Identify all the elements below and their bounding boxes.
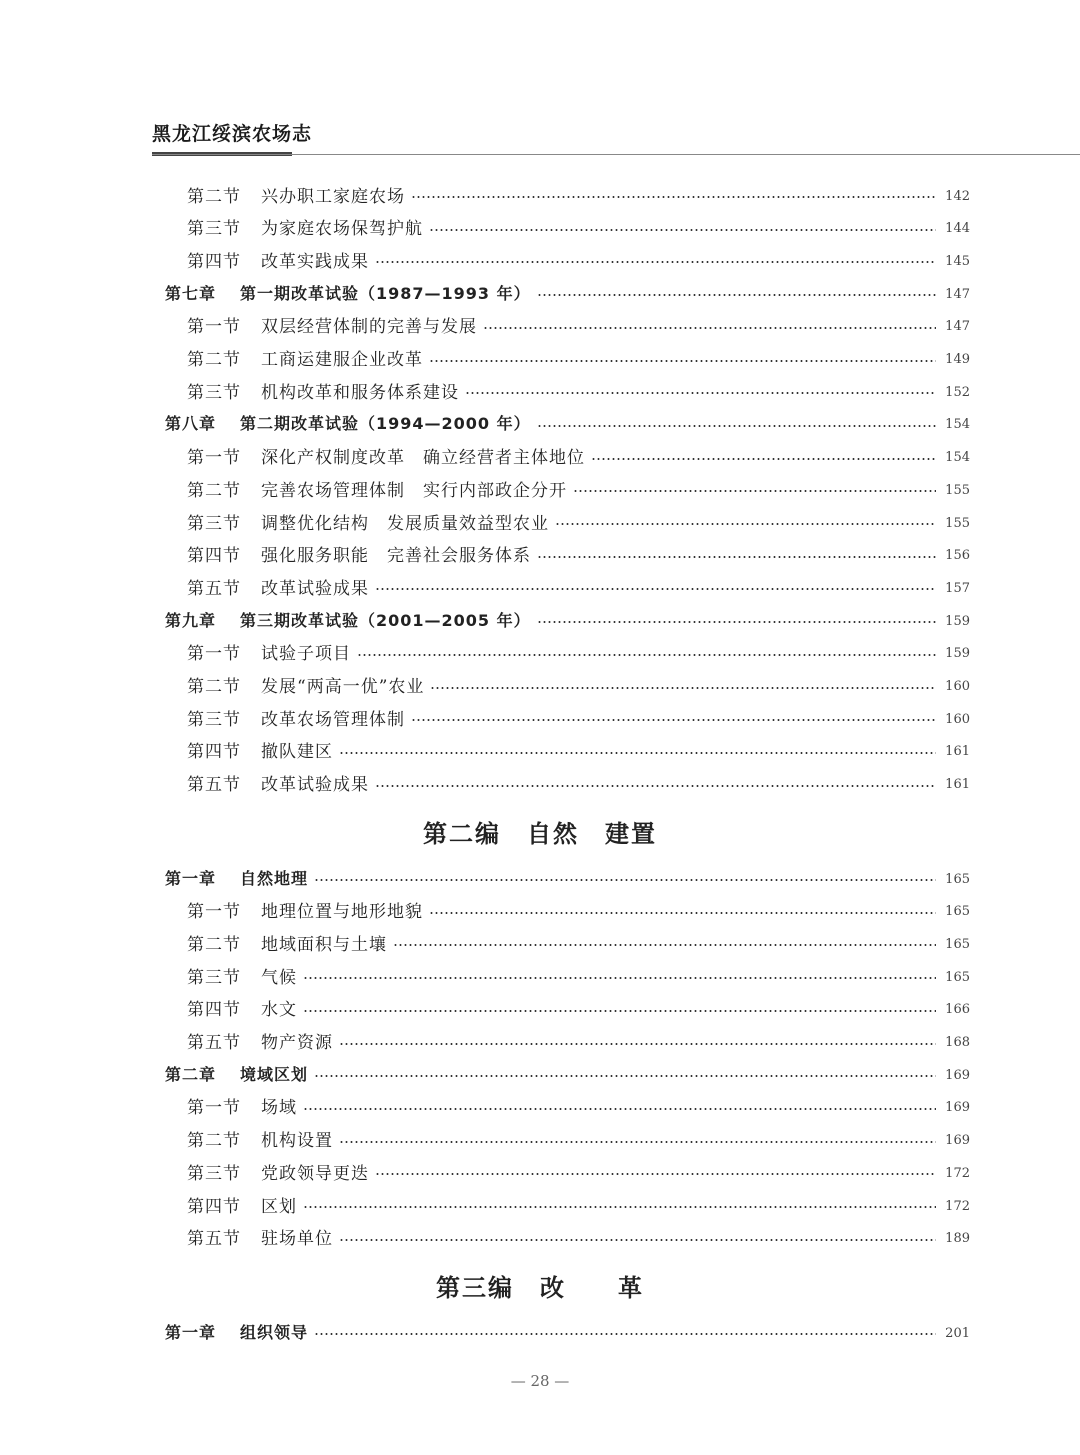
toc-entry-label — [165, 281, 531, 304]
toc-entry-title: 为家庭农场保驾护航 — [261, 219, 423, 240]
dot-leader — [314, 879, 936, 881]
toc-entry-number: 第三节 — [187, 219, 241, 240]
toc-entry-label — [187, 995, 297, 1020]
toc-entry-number: 第五节 — [187, 578, 241, 599]
toc-entry-title: 党政领导更迭 — [261, 1163, 369, 1184]
toc-entry-label — [187, 705, 405, 730]
dot-leader — [429, 912, 936, 914]
toc-entry-page: 152 — [945, 384, 970, 400]
dot-leader — [537, 621, 936, 623]
toc-entry-number: 第四节 — [187, 1000, 241, 1021]
toc-section-entry[interactable] — [187, 474, 970, 502]
toc-section-entry[interactable] — [187, 736, 970, 764]
toc-entry-number: 第三节 — [187, 513, 241, 534]
toc-entry-number: 第五节 — [187, 1033, 241, 1053]
toc-entry-title: 物产资源 — [261, 1033, 333, 1053]
dot-leader — [303, 977, 936, 979]
toc-entry-title: 工商运建服企业改革 — [261, 350, 423, 370]
toc-entry-page: 165 — [945, 904, 970, 920]
toc-entry-number: 第四节 — [187, 546, 241, 567]
toc-section-entry[interactable] — [187, 928, 970, 956]
dot-leader — [339, 1141, 936, 1143]
dot-leader — [483, 327, 936, 329]
toc-entry-label — [187, 312, 477, 337]
toc-entry-label — [187, 541, 531, 566]
toc-section-entry[interactable] — [187, 1125, 970, 1153]
toc-entry-label — [187, 247, 369, 272]
dot-leader — [314, 1075, 936, 1077]
toc-entry-label — [165, 411, 531, 434]
toc-entry-page: 155 — [945, 482, 970, 498]
toc-entry-title: 地域面积与土壤 — [261, 934, 387, 955]
toc-entry-page: 165 — [945, 969, 970, 985]
toc-section-entry[interactable] — [187, 311, 970, 339]
toc-entry-label — [165, 1320, 308, 1343]
toc-section-entry[interactable] — [187, 245, 970, 273]
dot-leader — [303, 1206, 936, 1208]
dot-leader — [465, 392, 936, 394]
toc-entry-title: 机构改革和服务体系建设 — [261, 382, 459, 403]
toc-entry-page: 149 — [945, 352, 970, 367]
toc-entry-label — [165, 866, 308, 889]
toc-entry-title: 强化服务职能 完善社会服务体系 — [261, 546, 531, 567]
dot-leader — [429, 229, 936, 231]
toc-entry-label — [187, 770, 369, 795]
toc-chapter-entry[interactable] — [165, 863, 970, 891]
toc-entry-number: 第八章 — [165, 414, 217, 434]
toc-entry-label — [187, 1028, 333, 1053]
dot-leader — [393, 944, 936, 946]
toc-entry-title: 改革实践成果 — [261, 251, 369, 272]
toc-entry-number: 第四节 — [187, 251, 241, 272]
toc-entry-label — [187, 963, 297, 988]
toc-entry-number: 第三节 — [187, 1163, 241, 1184]
toc-chapter-entry[interactable] — [165, 409, 970, 437]
toc-entry-page: 144 — [945, 221, 970, 237]
toc-entry-number: 第二章 — [165, 1064, 217, 1084]
toc-entry-label — [187, 1126, 333, 1151]
toc-section-entry[interactable] — [187, 1223, 970, 1251]
toc-entry-number: 第一章 — [165, 1322, 217, 1342]
toc-entry-page: 166 — [945, 1002, 970, 1018]
toc-section-entry[interactable] — [187, 638, 970, 666]
part-3-title: 第三编 改 革 — [436, 1273, 644, 1302]
toc-entry-title: 完善农场管理体制 实行内部政企分开 — [261, 480, 567, 501]
toc-entry-title: 场域 — [261, 1098, 297, 1119]
dot-leader — [537, 294, 936, 296]
toc-section-entry[interactable] — [187, 1157, 970, 1185]
toc-section-entry[interactable] — [187, 540, 970, 568]
toc-entry-number: 第一章 — [165, 868, 217, 888]
toc-entry-title: 调整优化结构 发展质量效益型农业 — [261, 513, 549, 534]
dot-leader — [537, 556, 936, 558]
toc-entry-label — [187, 378, 459, 403]
toc-entry-page: 201 — [945, 1325, 970, 1341]
toc-entry-page: 161 — [945, 777, 970, 793]
toc-entry-label — [187, 737, 333, 762]
toc-entry-number: 第一节 — [187, 902, 241, 923]
toc-entry-title: 地理位置与地形地貌 — [261, 902, 423, 923]
toc-entry-number: 第五节 — [187, 1229, 241, 1250]
toc-entry-page: 160 — [945, 711, 970, 727]
toc-entry-label — [187, 897, 423, 922]
toc-entry-page: 142 — [945, 188, 970, 204]
dot-leader — [591, 458, 936, 460]
toc-entry-number: 第二节 — [187, 1131, 241, 1152]
toc-entry-label — [187, 930, 387, 955]
toc-entry-title: 改革试验成果 — [261, 578, 369, 599]
toc-entry-number: 第二节 — [187, 350, 241, 370]
dot-leader — [339, 752, 936, 754]
toc-entry-title: 改革农场管理体制 — [261, 709, 405, 730]
toc-section-entry[interactable] — [187, 376, 970, 404]
dot-leader — [375, 785, 936, 787]
toc-section-entry[interactable] — [187, 703, 970, 731]
toc-entry-page: 161 — [945, 744, 970, 760]
toc-entry-label — [187, 443, 585, 468]
toc-entry-label — [187, 574, 369, 599]
toc-entry-number: 第一节 — [187, 1098, 241, 1119]
toc-entry-number: 第二节 — [187, 186, 241, 207]
toc-entry-page: 172 — [945, 1198, 970, 1214]
toc-entry-page: 159 — [945, 646, 970, 662]
toc-section-entry[interactable] — [187, 896, 970, 924]
toc-entry-title: 气候 — [261, 967, 297, 988]
toc-entry-title: 水文 — [261, 1000, 297, 1021]
dot-leader — [375, 1173, 936, 1175]
toc-entry-title: 组织领导 — [240, 1322, 309, 1342]
dot-leader — [430, 687, 936, 689]
running-header-title: 黑龙江绥滨农场志 — [152, 123, 313, 145]
toc-entry-label — [187, 1192, 297, 1217]
toc-entry-title: 机构设置 — [261, 1131, 333, 1152]
toc-entry-number: 第三节 — [187, 967, 241, 988]
dot-leader — [314, 1333, 936, 1335]
toc-section-entry[interactable] — [187, 180, 970, 208]
toc-entry-title: 第三期改革试验（2001—2005 年） — [240, 610, 531, 630]
dot-leader — [339, 1239, 936, 1241]
toc-entry-title: 第一期改革试验（1987—1993 年） — [240, 283, 531, 303]
toc-entry-title: 驻场单位 — [261, 1229, 333, 1250]
toc-entry-page: 169 — [945, 1067, 970, 1083]
toc-entry-title: 双层经营体制的完善与发展 — [261, 317, 477, 338]
toc-entry-number: 第四节 — [187, 742, 241, 763]
toc-entry-title: 第二期改革试验（1994—2000 年） — [240, 414, 531, 434]
toc-section-entry[interactable] — [187, 1190, 970, 1218]
toc-entry-number: 第三节 — [187, 709, 241, 730]
toc-entry-label — [187, 639, 351, 664]
dot-leader — [303, 1010, 936, 1012]
toc-entry-title: 兴办职工家庭农场 — [261, 186, 405, 207]
dot-leader — [303, 1108, 936, 1110]
toc-section-entry[interactable] — [187, 1027, 970, 1055]
toc-entry-page: 159 — [945, 613, 970, 629]
toc-chapter-entry[interactable] — [165, 1317, 970, 1345]
toc-entry-number: 第三节 — [187, 382, 241, 403]
dot-leader — [411, 719, 936, 721]
toc-entry-number: 第五节 — [187, 775, 241, 796]
toc-entry-number: 第一节 — [187, 317, 241, 338]
toc-entry-label — [187, 214, 423, 239]
toc-chapter-entry[interactable] — [165, 1059, 970, 1087]
toc-entry-label — [187, 345, 423, 370]
dot-leader — [375, 261, 936, 263]
toc-entry-page: 169 — [945, 1133, 970, 1149]
toc-entry-number: 第一节 — [187, 448, 241, 469]
toc-entry-label — [187, 1159, 369, 1184]
toc-entry-label — [187, 509, 549, 534]
toc-entry-number: 第二节 — [187, 480, 241, 501]
toc-section-entry[interactable] — [187, 344, 970, 372]
page-number: — 28 — — [510, 1372, 570, 1390]
toc-entry-page: 155 — [945, 515, 970, 531]
dot-leader — [339, 1043, 936, 1045]
part-2-title: 第二编 自然 建置 — [423, 819, 657, 848]
toc-entry-number: 第七章 — [165, 283, 217, 303]
toc-entry-page: 169 — [945, 1100, 970, 1116]
toc-entry-title: 深化产权制度改革 确立经营者主体地位 — [261, 448, 585, 469]
toc-section-entry[interactable] — [187, 442, 970, 470]
dot-leader — [573, 490, 936, 492]
toc-entry-page: 145 — [945, 253, 970, 269]
toc-entry-title: 区划 — [261, 1196, 297, 1217]
toc-entry-number: 第二节 — [187, 677, 241, 697]
dot-leader — [537, 425, 936, 427]
toc-entry-number: 第九章 — [165, 610, 217, 630]
toc-chapter-entry[interactable] — [165, 605, 970, 633]
toc-entry-page: 165 — [945, 936, 970, 952]
toc-entry-number: 第四节 — [187, 1196, 241, 1217]
toc-entry-label — [187, 672, 424, 697]
toc-section-entry[interactable] — [187, 1092, 970, 1120]
toc-entry-label — [165, 1062, 308, 1085]
toc-entry-label — [187, 1224, 333, 1249]
toc-entry-number: 第一节 — [187, 644, 241, 665]
toc-entry-page: 168 — [945, 1035, 970, 1050]
dot-leader — [555, 523, 936, 525]
dot-leader — [429, 360, 936, 362]
toc-entry-page: 160 — [945, 679, 970, 694]
dot-leader — [411, 196, 936, 198]
toc-section-entry[interactable] — [187, 994, 970, 1022]
toc-entry-label — [165, 608, 531, 631]
toc-entry-page: 157 — [945, 580, 970, 596]
toc-chapter-entry[interactable] — [165, 278, 970, 306]
toc-entry-page: 154 — [945, 450, 970, 466]
toc-entry-label — [187, 1093, 297, 1118]
dot-leader — [357, 654, 936, 656]
toc-entry-title: 试验子项目 — [261, 644, 351, 665]
toc-entry-number: 第二节 — [187, 934, 241, 955]
toc-entry-label — [187, 182, 405, 207]
toc-section-entry[interactable] — [187, 572, 970, 600]
toc-entry-page: 189 — [945, 1231, 970, 1247]
toc-section-entry[interactable] — [187, 213, 970, 241]
dot-leader — [375, 588, 936, 590]
toc-entry-page: 156 — [945, 548, 970, 564]
toc-entry-page: 147 — [945, 319, 970, 335]
toc-section-entry[interactable] — [187, 507, 970, 535]
toc-section-entry[interactable] — [187, 671, 970, 699]
toc-entry-page: 154 — [945, 417, 970, 433]
header-rule-thin — [152, 154, 1080, 155]
toc-section-entry[interactable] — [187, 769, 970, 797]
toc-entry-title: 撤队建区 — [261, 742, 333, 763]
toc-entry-title: 改革试验成果 — [261, 775, 369, 796]
toc-entry-title: 境域区划 — [240, 1064, 309, 1084]
toc-entry-title: 发展“两高一优”农业 — [261, 677, 425, 697]
toc-entry-label — [187, 476, 567, 501]
toc-entry-page: 165 — [945, 871, 970, 887]
toc-section-entry[interactable] — [187, 961, 970, 989]
toc-entry-page: 147 — [945, 286, 970, 302]
toc-entry-title: 自然地理 — [240, 868, 309, 888]
toc-entry-page: 172 — [945, 1165, 970, 1181]
